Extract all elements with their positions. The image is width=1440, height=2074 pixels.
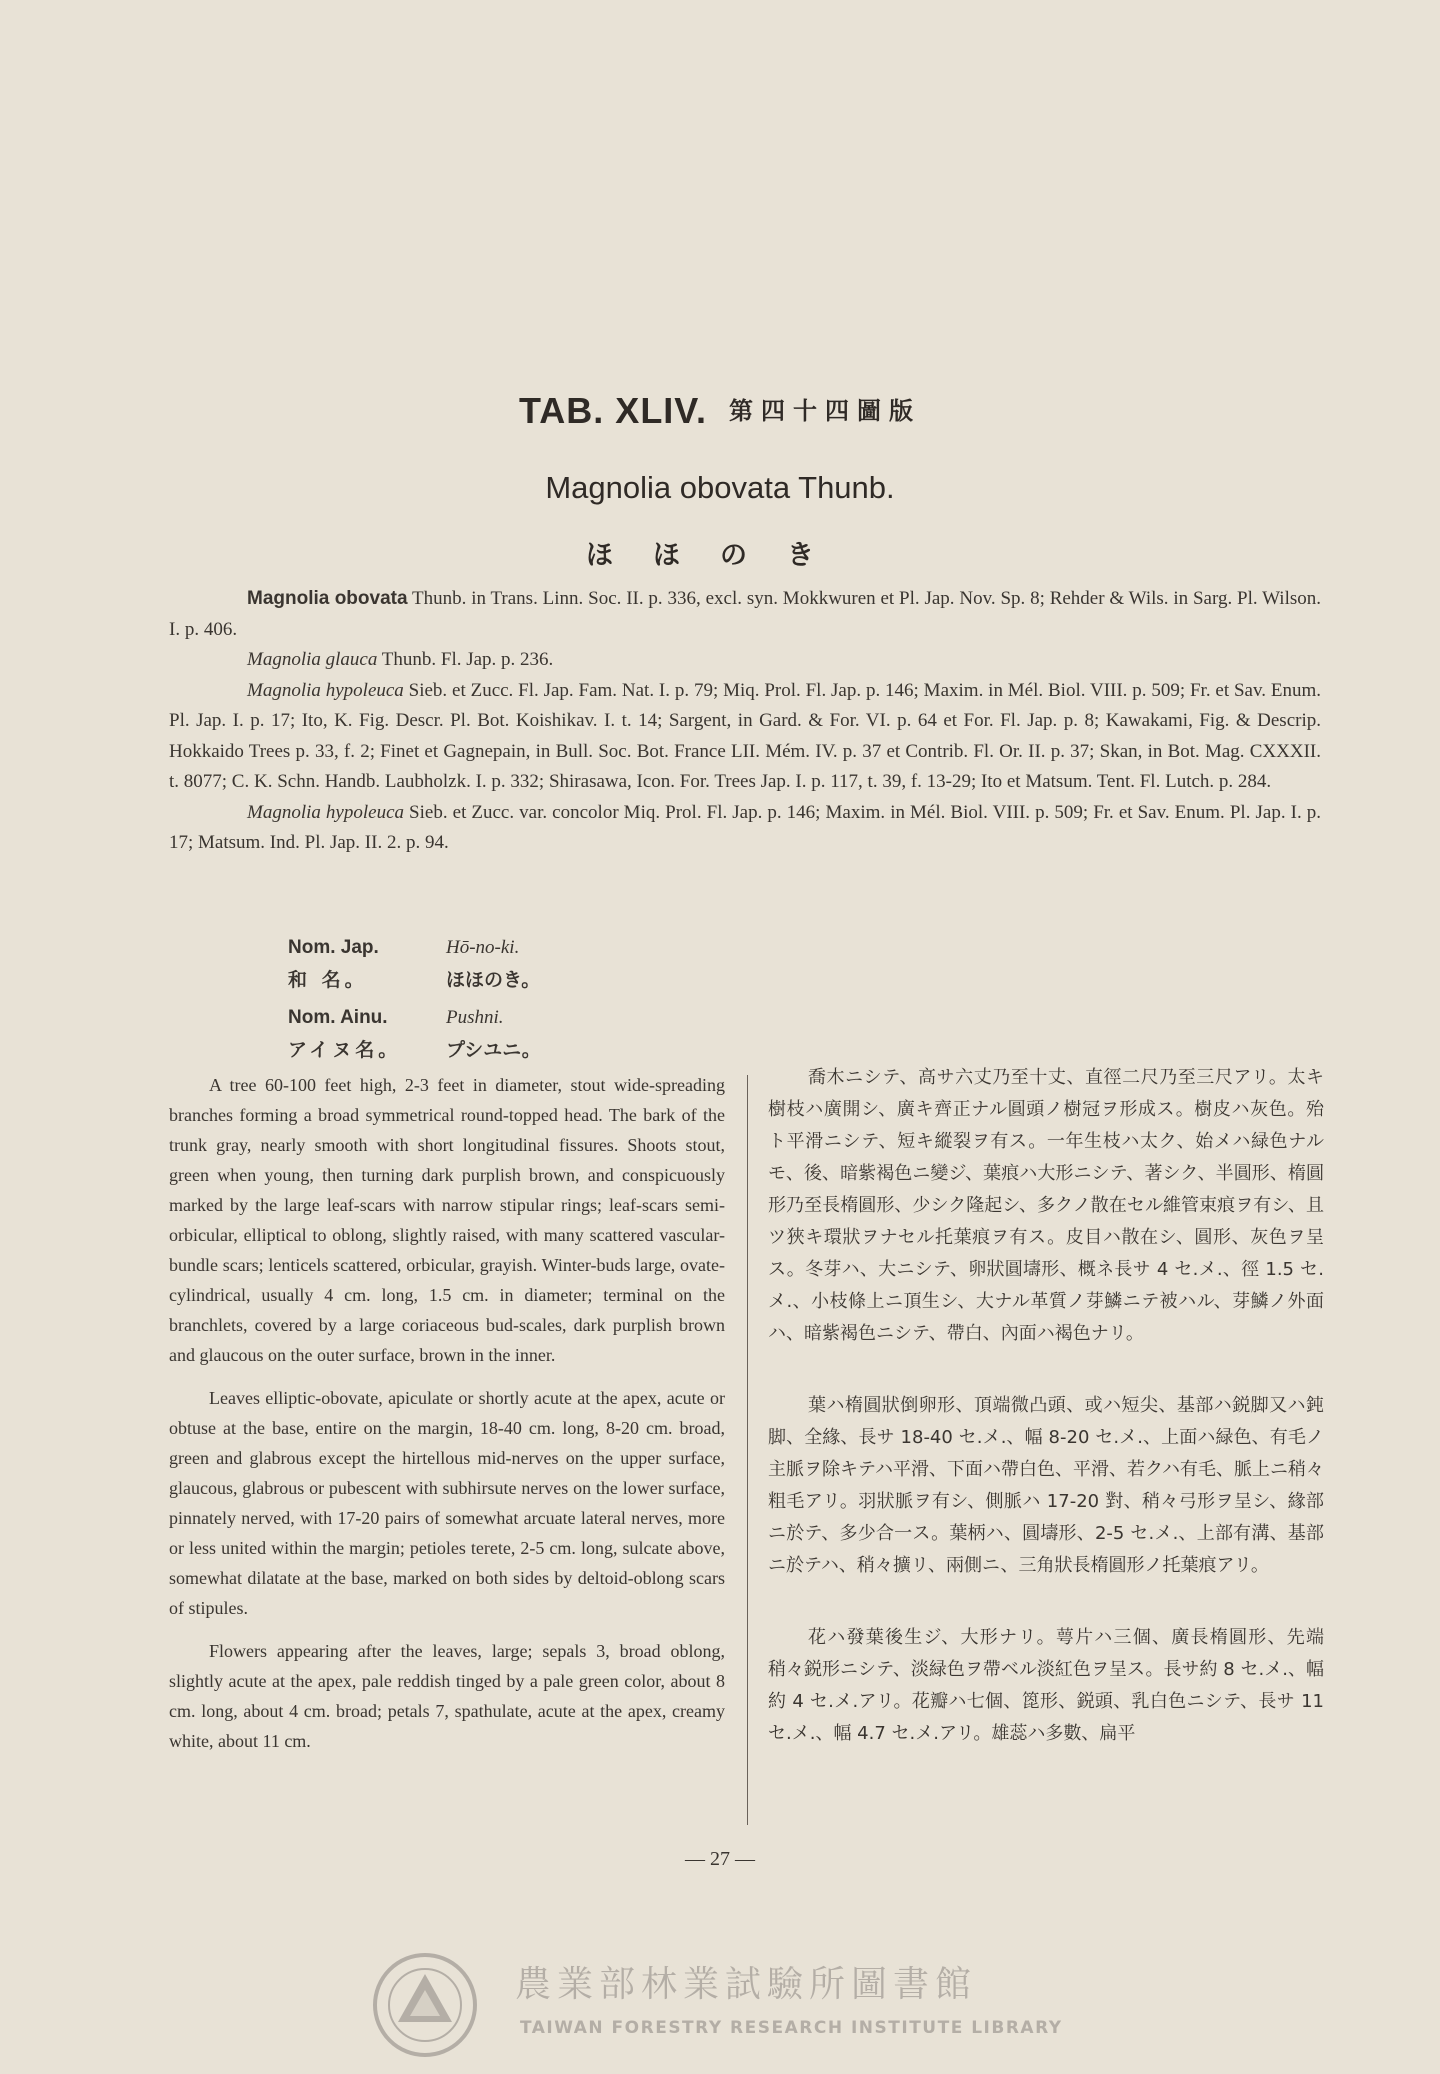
description-paragraph-jp: 花ハ發葉後生ジ、大形ナリ。萼片ハ三個、廣長楕圓形、先端稍々鋭形ニシテ、淡緑色ヲ帶ベル淡紅色ヲ呈ス。長サ約 8 セ.メ.、幅約 4 セ.メ.アリ。花瓣ハ七個、箆形、鋭頭、乳白色ニシテ、長サ 11 セ.メ.、幅 4.7 セ.メ.アリ。雄蕊ハ多數、扁平 xyxy=(768,1627,1324,1744)
synonymy-block xyxy=(169,584,1321,859)
species-kana: ほほのき xyxy=(586,540,854,571)
ainu-row xyxy=(288,1033,541,1064)
synonym-citation: Sieb. et Zucc. var. concolor Miq. Prol. Fl. Jap. p. 146; Maxim. in Mél. Biol. VIII. p. 509; Fr. et Sav. Enum. Pl. Jap. I. p. 17; Matsum. Ind. Pl. Jap. II. 2. p. 94. xyxy=(169,801,1321,853)
description-paragraph-jp: 喬木ニシテ、高サ六丈乃至十丈、直徑二尺乃至三尺アリ。太キ樹枝ハ廣開シ、廣キ齊正ナル圓頭ノ樹冠ヲ形成ス。樹皮ハ灰色。殆ト平滑ニシテ、短キ縱裂ヲ有ス。一年生枝ハ太ク、始メハ緑色ナルモ、後、暗紫褐色ニ變ジ、葉痕ハ大形ニシテ、著シク、半圓形、楕圓形乃至長楕圓形、少シク隆起シ、多クノ散在セル維管束痕ヲ有シ、且ツ狹キ環狀ヲナセル托葉痕ヲ有ス。皮目ハ散在シ、圓形、灰色ヲ呈ス。冬芽ハ、大ニシテ、卵狀圓壔形、概ネ長サ 4 セ.メ.、徑 1.5 セ.メ.、小枝條上ニ頂生シ、大ナル革質ノ芽鱗ニテ被ハル、芽鱗ノ外面ハ、暗紫褐色ニシテ、帶白、內面ハ褐色ナリ。 xyxy=(768,1067,1324,1344)
nom-jap-row xyxy=(288,932,541,963)
nom-ainu-value: Pushni. xyxy=(446,1006,504,1028)
nom-jap-value: Hō-no-ki. xyxy=(446,936,520,958)
wamei-row xyxy=(288,963,541,994)
english-description xyxy=(169,1070,725,1769)
synonym-citation: Thunb. in Trans. Linn. Soc. II. p. 336, excl. syn. Mokkwuren et Pl. Jap. Nov. Sp. 8; Rehder & Wils. in Sarg. Pl. Wilson. I. p. 406. xyxy=(169,588,1321,640)
synonym-name: Magnolia hypoleuca xyxy=(247,679,404,701)
wamei-value: ほほのき。 xyxy=(446,969,541,991)
watermark-english: TAIWAN FORESTRY RESEARCH INSTITUTE LIBRARY xyxy=(520,2018,1063,2038)
plate-number: TAB. XLIV. xyxy=(518,390,708,431)
nom-ainu-row xyxy=(288,1002,541,1033)
synonym-entry xyxy=(169,676,1321,798)
nom-ainu-label: Nom. Ainu. xyxy=(288,1006,388,1028)
synonym-entry xyxy=(169,584,1321,645)
wamei-label: 和 名。 xyxy=(288,969,368,991)
library-watermark xyxy=(370,1950,1070,2060)
column-divider xyxy=(747,1075,748,1825)
synonym-citation: Thunb. Fl. Jap. p. 236. xyxy=(377,649,554,670)
library-seal-icon xyxy=(370,1950,480,2060)
japanese-description xyxy=(768,1062,1324,1790)
synonym-name: Magnolia glauca xyxy=(247,649,378,670)
description-paragraph: Flowers appearing after the leaves, large; sepals 3, broad oblong, slightly acute at the apex, pale reddish tinged by a pale green color, about 8 cm. long, about 4 cm. broad; petals 7, spathulate, acute at the apex, creamy white, about 11 cm. xyxy=(169,1641,725,1751)
synonym-entry xyxy=(169,798,1321,859)
description-paragraph: A tree 60-100 feet high, 2-3 feet in diameter, stout wide-spreading branches forming a broad symmetrical round-topped head. The bark of the trunk gray, nearly smooth with short longitudinal fissures. Shoots stout, green when young, then turning dark purplish brown, and conspicuously marked by the large leaf-scars with narrow stipular rings; leaf-scars semi-orbicular, elliptical to oblong, slightly raised, with many scattered vascular-bundle scars; lenticels scattered, orbicular, grayish. Winter-buds large, ovate-cylindrical, usually 4 cm. long, 1.5 cm. in diameter; terminal on the branchlets, covered by a large coriaceous bud-scales, dark purplish brown and glaucous on the outer surface, brown in the inner. xyxy=(169,1075,725,1365)
ainu-value: プシユニ。 xyxy=(446,1039,541,1061)
plate-number-jp: 第四十四圖版 xyxy=(729,398,922,425)
plate-title xyxy=(0,390,1440,432)
description-paragraph: Leaves elliptic-obovate, apiculate or shortly acute at the apex, acute or obtuse at the base, entire on the margin, 18-40 cm. long, 8-20 cm. broad, green and glabrous except the hirtellous mid-nerves on the upper surface, glaucous, glabrous or pubescent with subhirsute nerves on the lower surface, pinnately nerved, with 17-20 pairs of somewhat arcuate lateral nerves, more or less united within the margin; petioles terete, 2-5 cm. long, sulcate above, somewhat dilatate at the base, marked on both sides by deltoid-oblong scars of stipules. xyxy=(169,1388,725,1618)
synonym-name: Magnolia obovata xyxy=(247,588,408,609)
ainu-label: アイヌ名。 xyxy=(288,1039,402,1061)
page-number: — 27 — xyxy=(685,1848,755,1870)
nom-jap-label: Nom. Jap. xyxy=(288,936,379,958)
description-paragraph-jp: 葉ハ楕圓狀倒卵形、頂端微凸頭、或ハ短尖、基部ハ鋭脚又ハ鈍脚、全緣、長サ 18-40 セ.メ.、幅 8-20 セ.メ.、上面ハ緑色、有毛ノ主脈ヲ除キテハ平滑、下面ハ帶白色、平滑、若クハ有毛、脈上ニ稍々粗毛アリ。羽狀脈ヲ有シ、側脈ハ 17-20 對、稍々弓形ヲ呈シ、緣部ニ於テ、多少合一ス。葉柄ハ、圓壔形、2-5 セ.メ.、上部有溝、基部ニ於テハ、稍々擴リ、兩側ニ、三角狀長楕圓形ノ托葉痕アリ。 xyxy=(768,1395,1324,1576)
species-name: Magnolia obovata Thunb. xyxy=(545,470,895,505)
vernacular-names xyxy=(288,932,541,1064)
synonym-name: Magnolia hypoleuca xyxy=(247,801,405,823)
watermark-chinese: 農業部林業試驗所圖書館 xyxy=(515,1964,978,2005)
synonym-entry xyxy=(169,645,1321,676)
synonym-citation: Sieb. et Zucc. Fl. Jap. Fam. Nat. I. p. 79; Miq. Prol. Fl. Jap. p. 146; Maxim. in Mél. Biol. VIII. p. 509; Fr. et Sav. Enum. Pl. Jap. I. p. 17; Ito, K. Fig. Descr. Pl. Bot. Koishikav. I. t. 14; Sargent, in Gard. & For. VI. p. 64 et For. Fl. Jap. p. 8; Kawakami, Fig. & Descrip. Hokkaido Trees p. 33, f. 2; Finet et Gagnepain, in Bull. Soc. Bot. France LII. Mém. IV. p. 37 et Contrib. Fl. Or. II. p. 37; Skan, in Bot. Mag. CXXXII. t. 8077; C. K. Schn. Handb. Laubholzk. I. p. 332; Shirasawa, Icon. For. Trees Jap. I. p. 117, t. 39, f. 13-29; Ito et Matsum. Tent. Fl. Lutch. p. 284. xyxy=(169,679,1321,792)
